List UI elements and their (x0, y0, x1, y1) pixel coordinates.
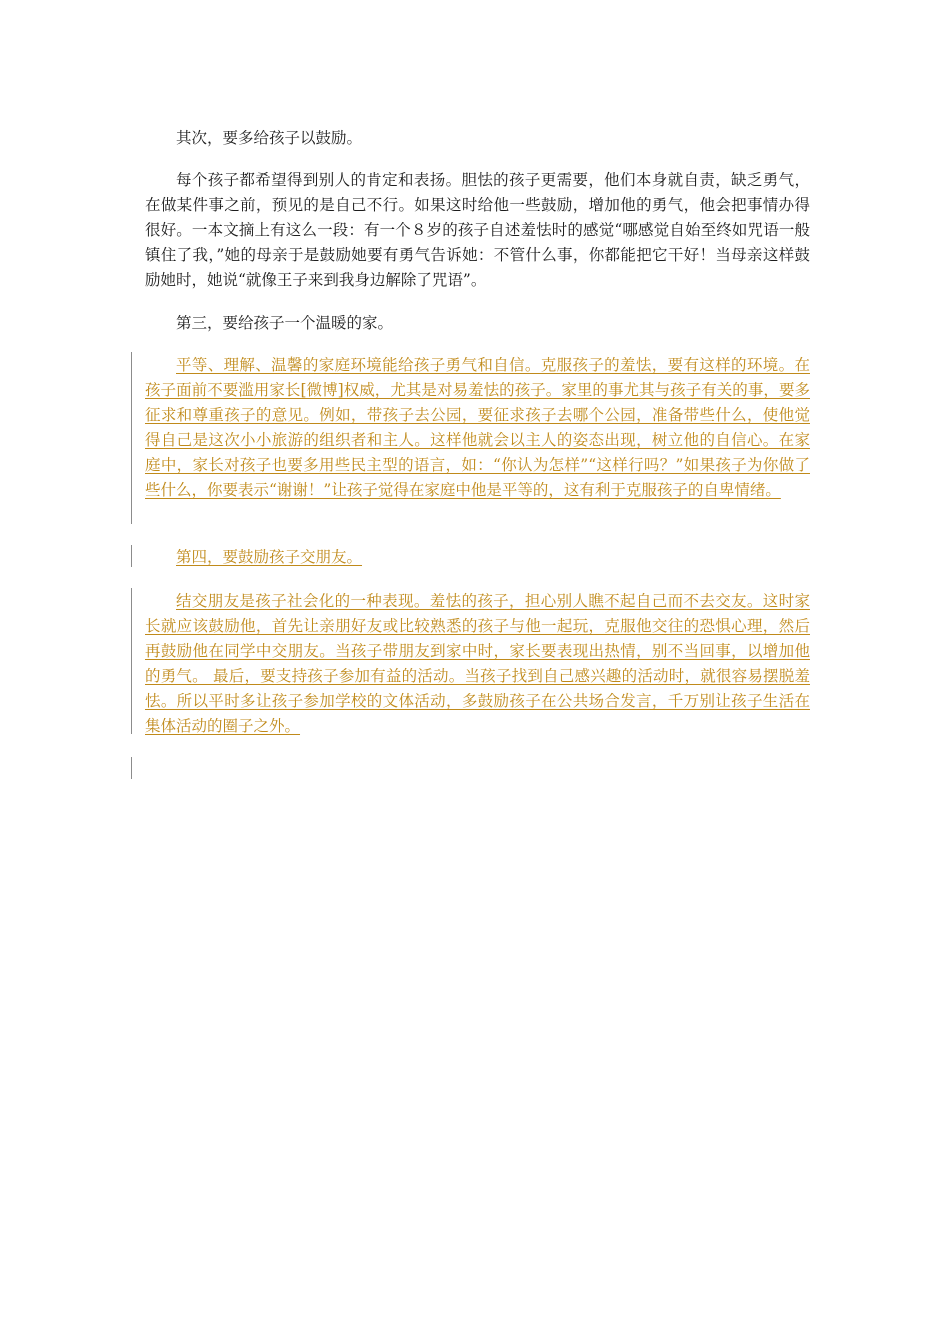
change-bar-empty-paragraph (131, 757, 132, 779)
paragraph-warm-home-body-tracked: 平等、理解、温馨的家庭环境能给孩子勇气和自信。克服孩子的羞怯，要有这样的环境。在孩子面前不要滥用家长[微博]权威，尤其是对易羞怯的孩子。家里的事尤其与孩子有关的事，要多征求和尊重孩子的意见。例如，带孩子去公园，要征求孩子去哪个公园，准备带些什么，使他觉得自己是这次小小旅游的组织者和主人。这样他就会以主人的姿态出现，树立他的自信心。在家庭中，家长对孩子也要多用些民主型的语言，如：“你认为怎样”“这样行吗？”如果孩子为你做了些什么，你要表示“谢谢！”让孩子觉得在家庭中他是平等的，这有利于克服孩子的自卑情绪。 (145, 356, 810, 499)
paragraph-warm-home-heading: 第三，要给孩子一个温暖的家。 (176, 314, 394, 332)
paragraph-friends-heading-tracked: 第四，要鼓励孩子交朋友。 (176, 548, 363, 566)
paragraph-encouragement-heading: 其次，要多给孩子以鼓励。 (176, 129, 363, 147)
change-bar (131, 545, 132, 567)
change-bar (131, 352, 132, 524)
paragraph-encouragement-body: 每个孩子都希望得到别人的肯定和表扬。胆怯的孩子更需要，他们本身就自责，缺乏勇气，在做某件事之前，预见的是自己不行。如果这时给他一些鼓励，增加他的勇气，他会把事情办得很好。一本文摘上有这么一段：有一个８岁的孩子自述羞怯时的感觉“哪感觉自始至终如咒语一般镇住了我，”她的母亲于是鼓励她要有勇气告诉她：不管什么事，你都能把它干好！当母亲这样鼓励她时，她说“就像王子来到我身边解除了咒语”。 (145, 171, 810, 289)
change-bar (131, 588, 132, 734)
paragraph-friends-body-tracked: 结交朋友是孩子社会化的一种表现。羞怯的孩子，担心别人瞧不起自己而不去交友。这时家长就应该鼓励他，首先让亲朋好友或比较熟悉的孩子与他一起玩，克服他交往的恐惧心理，然后再鼓励他在同学中交朋友。当孩子带朋友到家中时，家长要表现出热情，别不当回事，以增加他的勇气。 最后，要支持孩子参加有益的活动。当孩子找到自己感兴趣的活动时，就很容易摆脱羞怯。所以平时多让孩子参加学校的文体活动，多鼓励孩子在公共场合发言，千万别让孩子生活在集体活动的圈子之外。 (145, 592, 810, 735)
